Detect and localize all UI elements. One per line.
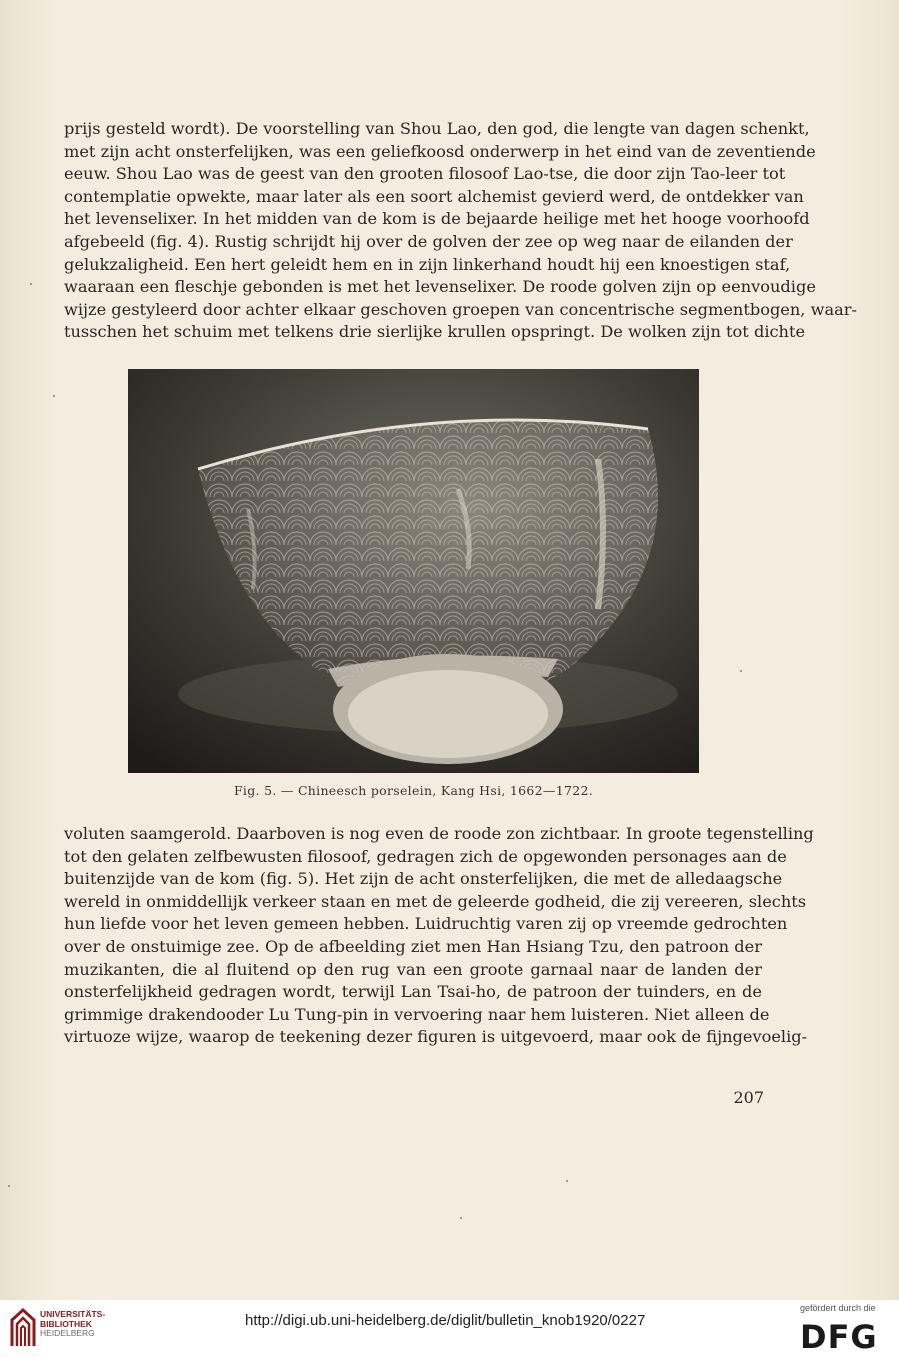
digitization-footer xyxy=(0,1300,899,1359)
text-line: onsterfelijkheid gedragen wordt, terwijl Lan Tsai-ho, de patroon der tuinders, en de xyxy=(64,982,762,1002)
text-line: het levenselixer. In het midden van de kom is de bejaarde heilige met het hooge voorhoofd xyxy=(64,209,810,229)
library-line-3: HEIDELBERG xyxy=(40,1328,95,1338)
text-line: wijze gestyleerd door achter elkaar geschoven groepen van concentrische segmentbogen, waar- xyxy=(64,299,857,319)
text-line: hun liefde voor het leven gemeen hebben. Luidruchtig varen zij op vreemde gedrochten xyxy=(64,914,788,934)
library-name xyxy=(40,1310,105,1339)
body-paragraph-top xyxy=(64,118,857,344)
text-line: afgebeeld (fig. 4). Rustig schrijdt hij over de golven der zee op weg naar de eilanden der xyxy=(64,231,793,251)
text-line: voluten saamgerold. Daarboven is nog even de roode zon zichtbaar. In groote tegenstelling xyxy=(64,824,814,843)
page-number: 207 xyxy=(733,1088,764,1107)
body-paragraph-bottom xyxy=(64,823,814,1049)
library-line-1: UNIVERSITÄTS- xyxy=(40,1309,106,1319)
text-line: wereld in onmiddellijk verkeer staan en met de geleerde godheid, die zij vereeren, slechts xyxy=(64,891,807,911)
university-library-logo-icon xyxy=(8,1306,38,1350)
text-line: grimmige drakendooder Lu Tung-pin in vervoering naar hem luisteren. Niet alleen de xyxy=(64,1004,770,1024)
text-line: muzikanten, die al fluitend op den rug van een groote garnaal naar de landen der xyxy=(64,959,762,979)
bowl-illustration xyxy=(128,369,699,773)
text-line: virtuoze wijze, waarop de teekening dezer figuren is uitgevoerd, maar ook de fijngevoelig- xyxy=(64,1027,808,1047)
text-line: gelukzaligheid. Een hert geleidt hem en in zijn linkerhand houdt hij een knoestigen staf, xyxy=(64,254,791,274)
text-line: eeuw. Shou Lao was de geest van den grooten filosoof Lao-tse, die door zijn Tao-leer tot xyxy=(64,164,786,184)
text-line: tusschen het schuim met telkens drie sierlijke krullen opspringt. De wolken zijn tot dichte xyxy=(64,322,806,342)
library-line-2: BIBLIOTHEK xyxy=(40,1318,92,1329)
text-line: over de onstuimige zee. Op de afbeelding ziet men Han Hsiang Tzu, den patroon der xyxy=(64,936,762,956)
dfg-logo: DFG xyxy=(800,1318,878,1356)
text-line: prijs gesteld wordt). De voorstelling van Shou Lao, den god, die lengte van dagen schenkt, xyxy=(64,119,810,138)
text-line: tot den gelaten zelfbewusten filosoof, gedragen zich de opgewonden personages aan de xyxy=(64,846,787,866)
text-line: contemplatie opwekte, maar later als een soort alchemist gevierd werd, de ontdekker van xyxy=(64,186,804,206)
text-line: buitenzijde van de kom (fig. 5). Het zijn de acht onsterfelijken, die met de alledaagsche xyxy=(64,869,783,889)
figure-caption: Fig. 5. — Chineesch porselein, Kang Hsi, 1662—1722. xyxy=(233,783,594,798)
figure-porcelain-bowl-photo xyxy=(128,369,699,773)
permalink-url[interactable]: http://digi.ub.uni-heidelberg.de/diglit/bulletin_knob1920/0227 xyxy=(245,1312,646,1329)
funding-note: gefördert durch die xyxy=(800,1303,876,1313)
text-line: met zijn acht onsterfelijken, was een geliefkoosd onderwerp in het eind van de zeventiende xyxy=(64,141,816,161)
text-line: waaraan een fleschje gebonden is met het levenselixer. De roode golven zijn op eenvoudige xyxy=(64,277,816,297)
